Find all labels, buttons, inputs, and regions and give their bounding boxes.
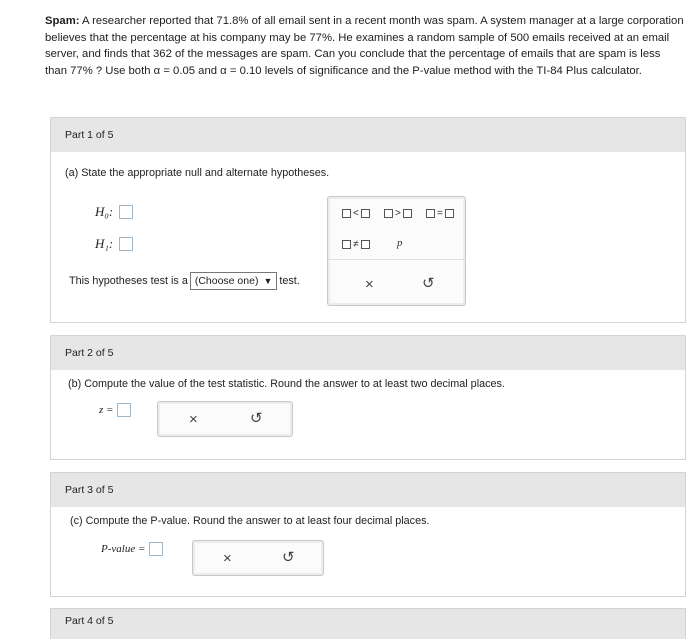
p-value-label: P-value = [101,543,146,555]
not-equal-symbol: ≠ [353,239,359,250]
placeholder-box-icon [384,209,393,218]
clear-icon[interactable]: × [189,411,198,428]
not-equal-button[interactable] [342,239,370,250]
p-symbol: p [397,237,403,249]
part-2-question: (b) Compute the value of the test statistic. Round the answer to at least two decimal places. [68,378,505,390]
undo-icon[interactable]: ↺ [282,549,295,566]
test-type-select-value: (Choose one) [194,275,259,287]
placeholder-box-icon [403,209,412,218]
h0-input[interactable] [119,205,133,219]
placeholder-box-icon [342,209,351,218]
part-3-toolbar [192,540,324,576]
z-row [99,403,131,417]
placeholder-box-icon [342,240,351,249]
part-4-header-label: Part 4 of 5 [65,615,114,627]
part-1-header [51,118,685,152]
dropdown-triangle-icon: ▼ [263,276,273,286]
part-2-header-label: Part 2 of 5 [65,347,114,359]
part-2-toolbar [157,401,293,437]
placeholder-box-icon [361,240,370,249]
palette-divider [328,259,465,260]
p-button[interactable] [397,237,403,249]
clear-icon[interactable]: × [365,276,374,293]
part-1-header-label: Part 1 of 5 [65,129,114,141]
h0-label: H₀: [95,204,114,219]
test-type-row [69,272,300,290]
test-type-select[interactable] [190,272,278,290]
clear-icon[interactable]: × [223,550,232,567]
placeholder-box-icon [445,209,454,218]
test-type-prefix: This hypotheses test is a [69,275,188,287]
part-2-header [51,336,685,370]
part-3-header-label: Part 3 of 5 [65,484,114,496]
z-input[interactable] [117,403,131,417]
part-2-panel [50,335,686,460]
part-3-header [51,473,685,507]
greater-than-button[interactable] [384,208,412,219]
problem-statement [45,13,685,79]
part-3-question: (c) Compute the P-value. Round the answer to at least four decimal places. [70,515,430,527]
test-type-suffix: test. [279,275,300,287]
p-value-row [101,542,163,556]
undo-icon[interactable]: ↺ [422,275,435,292]
problem-title: Spam: [45,15,80,27]
part-1-panel [50,117,686,323]
z-label: z = [99,404,114,416]
less-than-button[interactable] [342,208,370,219]
part-4-header [51,609,685,639]
placeholder-box-icon [426,209,435,218]
h1-label: H₁: [95,236,114,251]
h1-row [95,236,133,252]
placeholder-box-icon [361,209,370,218]
undo-icon[interactable]: ↺ [250,410,263,427]
h0-row [95,204,133,220]
h1-input[interactable] [119,237,133,251]
p-value-input[interactable] [149,542,163,556]
less-than-symbol: < [353,208,359,219]
part-1-question: (a) State the appropriate null and alternate hypotheses. [65,167,330,179]
equals-symbol: = [437,208,443,219]
problem-text: A researcher reported that 71.8% of all email sent in a recent month was spam. A system manager at a large corporation believes that the percentage at his company may be 77%. He examines a random sample of 500 emails received at an email server, and finds that 362 of the messages are spam. Can you conclude that the percentage of emails that are spam is less than 77% ? Use both α = 0.05 and α = 0.10 levels of significance and the P-value method with the TI-84 Plus calculator. [45,15,684,77]
part-3-panel [50,472,686,597]
greater-than-symbol: > [395,208,401,219]
part-4-panel [50,608,686,639]
equals-button[interactable] [426,208,454,219]
symbol-palette [327,196,466,306]
